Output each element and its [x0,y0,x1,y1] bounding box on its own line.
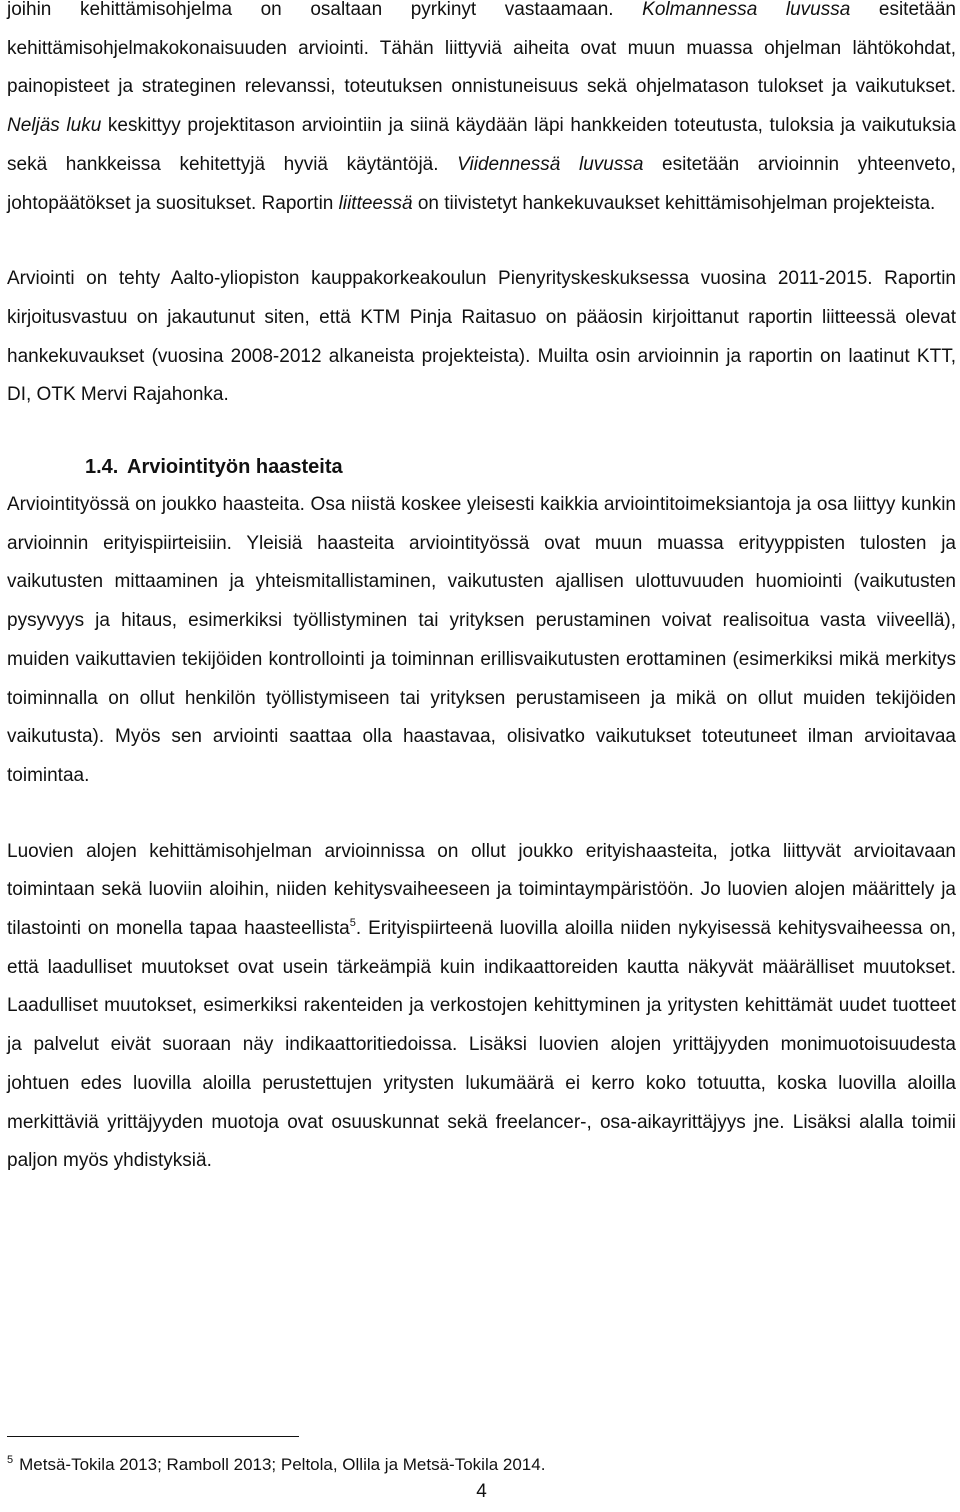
footnote [7,1448,545,1477]
section-heading [7,448,956,486]
paragraph-creative-industries: Luovien alojen kehittämisohjelman arvioinnissa on ollut joukko erityishaasteita, jotka liittyvät arvioitavaan toimintaan sekä luoviin aloihin, niiden kehitysvaiheeseen ja toimintaympäristöön. Jo luovien alojen määrittely ja tilastointi on monella tapaa haasteellista$^5$. Erityispiirteenä luovilla aloilla niiden nykyisessä kehitysvaiheessa on, että laadulliset muutokset ovat usein tärkeämpiä kuin indikaattoreiden kautta näkyvät määrälliset muutokset. Laadulliset muutokset, esimerkiksi rakenteiden ja verkostojen kehittyminen ja yritysten kehittämät uudet tuotteet ja palvelut eivät suoraan näy indikaattoritiedoissa. Lisäksi luovien alojen yrittäjyyden monimuotoisuudesta johtuen edes luovilla aloilla perustettujen yritysten lukumäärä ei kerro koko totuutta, koska luovilla aloilla merkittäviä yrittäjyyden muotoja ovat osuuskunnat sekä freelancer-, osa-aikayrittäjyys jne. Lisäksi alalla toimii paljon myös yhdistyksiä. [7,840,956,1172]
page-number: 4 [476,1481,487,1502]
document-page [7,0,956,1502]
section-number: 1.4. [85,456,119,479]
footnote-number: 5 [7,1454,14,1466]
footnote-reference[interactable]: 5 [349,917,356,930]
paragraph-authorship: Arviointi on tehty Aalto-yliopiston kauppakorkeakoulun Pienyrityskeskuksessa vuosina 2011-2015. Raportin kirjoitusvastuu on jakautunut siten, että KTM Pinja Raitasuo on pääosin kirjoittanut raportin liitteessä olevat hankekuvaukset (vuosina 2008-2012 alkaneista projekteista). Muilta osin arvioinnin ja raportin on laatinut KTT, DI, OTK Mervi Rajahonka. [7,268,956,406]
paragraph-report-structure: joihin kehittämisohjelma on osaltaan pyrkinyt vastaamaan. Kolmannessa luvussa esitetään kehittämisohjelmakokonaisuuden arviointi. Tähän liittyviä aiheita ovat muun muassa ohjelman lähtökohdat, painopisteet ja strateginen relevanssi, toteutuksen onnistuneisuus sekä ohjelmatason tulokset ja vaikutukset. Neljäs luku keskittyy projektitason arviointiin ja siinä käydään läpi hankkeiden toteutusta, tuloksia ja vaikutuksia sekä hankkeissa kehitettyjä hyviä käytäntöjä. Viidennessä luvussa esitetään arvioinnin yhteenveto, johtopäätökset ja suositukset. Raportin liitteessä on tiivistetyt hankekuvaukset kehittämisohjelman projekteista. [7,0,956,214]
paragraph-challenges: Arviointityössä on joukko haasteita. Osa niistä koskee yleisesti kaikkia arviointitoimeksiantoja ja osa liittyy kunkin arvioinnin erityispiirteisiin. Yleisiä haasteita arviointityössä ovat muun muassa erityyppisten tulosten ja vaikutusten mittaaminen ja yhteismitallistaminen, vaikutusten ajallisen ulottuvuuden huomiointi (vaikutusten pysyvyys ja hitaus, esimerkiksi työllistyminen tai yrityksen perustaminen voivat realisoitua vasta viiveellä), muiden vaikuttavien tekijöiden kontrollointi ja toiminnan erillisvaikutusten erottaminen (esimerkiksi mikä merkitys toiminnalla on ollut henkilön työllistymiseen tai yrityksen perustamiseen ja mikä on ollut muiden tekijöiden vaikutusta). Myös sen arviointi saattaa olla haastavaa, olisivatko vaikutukset toteutuneet ilman arvioitavaa toimintaa. [7,494,956,786]
section-title: Arviointityön haasteita [127,456,343,479]
footnote-divider [7,1436,299,1437]
footnote-text: Metsä-Tokila 2013; Ramboll 2013; Peltola, Ollila ja Metsä-Tokila 2014. [19,1455,546,1474]
